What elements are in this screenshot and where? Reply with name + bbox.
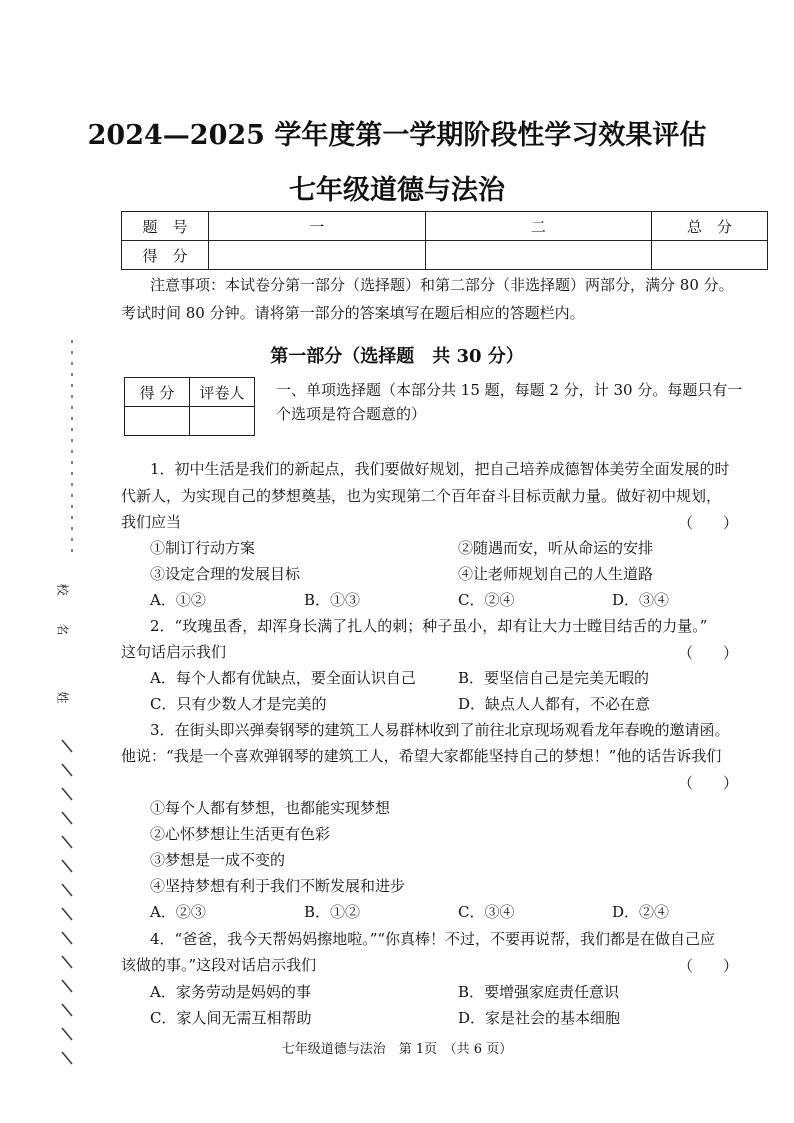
margin-label-xing: 姓 [55,691,70,704]
q3-option-4: ④坚持梦想有利于我们不断发展和进步 [150,877,406,895]
q1-choice-c: C．②④ [458,591,515,609]
score-table-score-label: 得 分 [122,241,209,270]
q3-choice-b: B．①② [304,903,361,921]
q1-line-2: 代新人，为实现自己的梦想奠基，也为实现第二个百年奋斗目标贡献力量。做好初中规划， [121,487,722,505]
grader-table [124,377,255,436]
grader-score-cell[interactable] [125,407,190,436]
score-cell-total[interactable] [652,241,768,270]
q4-line-1: 4．“爸爸，我今天帮妈妈擦地啦。”“你真棒！不过，不要再说帮，我们都是在做自己应 [150,930,716,948]
score-table-part1: 一 [208,212,425,241]
notice-line-1: 注意事项：本试卷分第一部分（选择题）和第二部分（非选择题）两部分，满分 80 分。 [150,276,734,294]
exam-subtitle: 七年级道德与法治 [289,175,505,206]
score-table [121,211,768,270]
score-cell-part2[interactable] [425,241,652,270]
page-footer: 七年级道德与法治 第 1页 （共 6 页） [281,1042,513,1057]
q2-line-1: 2．“玫瑰虽香，却浑身长满了扎人的刺；种子虽小，却有让大力士瞠目结舌的力量。” [150,617,708,635]
q3-option-2: ②心怀梦想让生活更有色彩 [150,825,331,843]
part1-instructions-2: 个选项是符合题意的） [276,405,427,423]
part1-instructions-1: 一、单项选择题（本部分共 15 题，每题 2 分，计 30 分。每题只有一 [276,381,743,399]
q3-choice-d: D．②④ [612,903,670,921]
grader-name-cell[interactable] [190,407,255,436]
q3-line-1: 3．在街头即兴弹奏钢琴的建筑工人易群林收到了前往北京现场观看龙年春晚的邀请函。 [150,721,730,739]
q1-option-3: ③设定合理的发展目标 [150,565,301,583]
q2-choice-d: D．缺点人人都有，不必在意 [458,695,651,713]
exam-title: 2024—2025 学年度第一学期阶段性学习效果评估 [87,120,707,151]
q2-choice-b: B．要坚信自己是完美无暇的 [458,669,650,687]
q2-choice-a: A．每个人都有优缺点，要全面认识自己 [150,669,416,687]
score-table-part2: 二 [425,212,652,241]
q2-line-2: 这句话启示我们 [121,643,227,661]
q2-answer-paren: （ ） [678,644,739,662]
q1-line-1: 1．初中生活是我们的新起点，我们要做好规划，把自己培养成德智体美劳全面发展的时 [150,460,730,478]
notice-line-2: 考试时间 80 分钟。请将第一部分的答案填写在题后相应的答题栏内。 [121,304,585,322]
q3-option-1: ①每个人都有梦想，也都能实现梦想 [150,799,391,817]
q4-answer-paren: （ ） [678,957,739,975]
q3-option-3: ③梦想是一成不变的 [150,851,286,869]
q1-option-4: ④让老师规划自己的人生道路 [458,565,654,583]
part1-title: 第一部分（选择题 共 30 分） [270,346,524,367]
grader-name-label: 评卷人 [190,378,255,407]
score-table-total: 总 分 [652,212,768,241]
q2-choice-c: C．只有少数人才是完美的 [150,695,327,713]
q4-line-2: 该做的事。”这段对话启示我们 [121,956,317,974]
q1-answer-paren: （ ） [678,514,739,532]
binding-line [50,340,80,1080]
q3-answer-paren: （ ） [678,774,739,792]
q1-option-2: ②随遇而安，听从命运的安排 [458,539,654,557]
grader-score-label: 得 分 [125,378,190,407]
q3-line-2: 他说：“我是一个喜欢弹钢琴的建筑工人，希望大家都能坚持自己的梦想！”他的话告诉我们 [121,747,722,765]
q4-choice-d: D．家是社会的基本细胞 [458,1009,621,1027]
q1-option-1: ①制订行动方案 [150,539,256,557]
score-table-header-label: 题 号 [122,212,209,241]
q1-line-3: 我们应当 [121,513,182,531]
q1-choice-d: D．③④ [612,591,670,609]
q4-choice-a: A．家务劳动是妈妈的事 [150,983,311,1001]
score-cell-part1[interactable] [208,241,425,270]
q1-choice-a: A．①② [150,591,206,609]
q1-choice-b: B．①③ [304,591,361,609]
q3-choice-a: A．②③ [150,903,206,921]
q3-choice-c: C．③④ [458,903,515,921]
q4-choice-b: B．要增强家庭责任意识 [458,983,620,1001]
q4-choice-c: C．家人间无需互相帮助 [150,1009,312,1027]
margin-label-name: 名 [55,623,70,636]
margin-label-school: 校 [55,583,70,596]
